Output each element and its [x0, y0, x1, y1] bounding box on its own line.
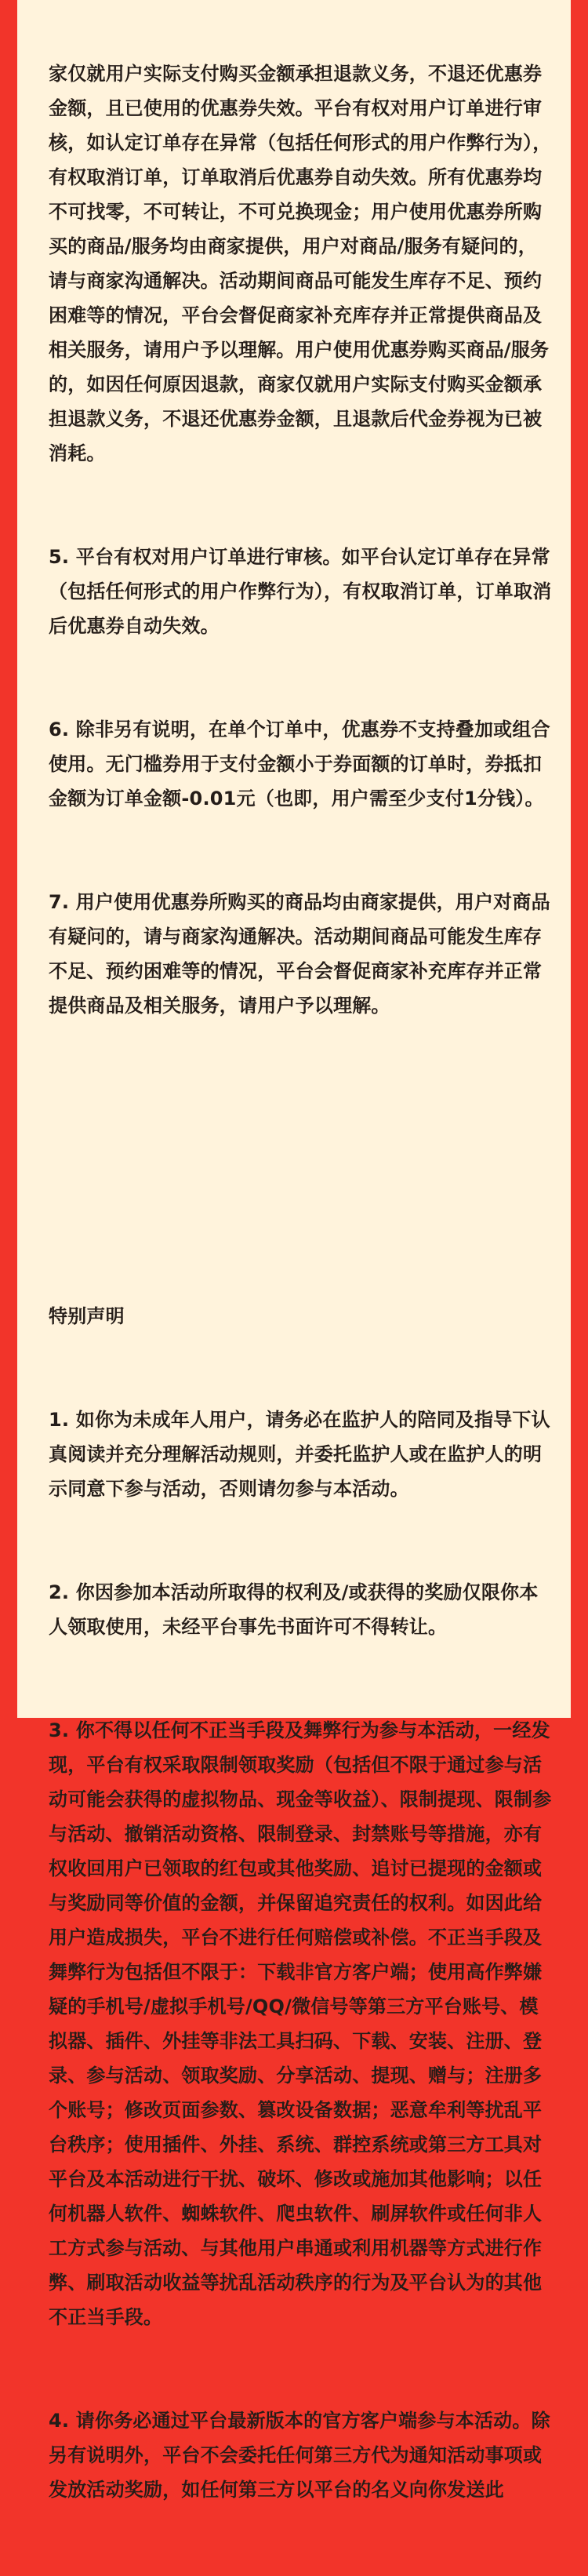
rules-text	[49, 0, 554, 2576]
special-item-4: 4. 请你务必通过平台最新版本的官方客户端参与本活动。除另有说明外，平台不会委托任何第三方代为通知活动事项或发放活动奖励，如任何第三方以平台的名义向你发送此	[49, 2410, 550, 2501]
rule-item-7: 7. 用户使用优惠券所购买的商品均由商家提供，用户对商品有疑问的，请与商家沟通解决。活动期间商品可能发生库存不足、预约困难等的情况，平台会督促商家补充库存并正常提供商品及相关服务，请用户予以理解。	[49, 891, 550, 1017]
section-gap	[49, 1195, 554, 1230]
rules-card	[17, 0, 571, 2501]
special-item-1: 1. 如你为未成年人用户，请务必在监护人的陪同及指导下认真阅读并充分理解活动规则，并委托监护人或在监护人的明示同意下参与活动，否则请勿参与本活动。	[49, 1409, 550, 1500]
special-item-3: 3. 你不得以任何不正当手段及舞弊行为参与本活动，一经发现，平台有权采取限制领取奖励（包括但不限于通过参与活动可能会获得的虚拟物品、现金等收益）、限制提现、限制参与活动、撤销活动资格、限制登录、封禁账号等措施，亦有权收回用户已领取的红包或其他奖励、追讨已提现的金额或与奖励同等价值的金额，并保留追究责任的权利。如因此给用户造成损失，平台不进行任何赔偿或补偿。不正当手段及舞弊行为包括但不限于：下载非官方客户端；使用高作弊嫌疑的手机号/虚拟手机号/QQ/微信号等第三方平台账号、模拟器、插件、外挂等非法工具扫码、下载、安装、注册、登录、参与活动、领取奖励、分享活动、提现、赠与；注册多个账号；修改页面参数、篡改设备数据；恶意牟利等扰乱平台秩序；使用插件、外挂、系统、群控系统或第三方工具对平台及本活动进行干扰、破坏、修改或施加其他影响；以任何机器人软件、蜘蛛软件、爬虫软件、刷屏软件或任何非人工方式参与活动、与其他用户串通或利用机器等方式进行作弊、刷取活动收益等扰乱活动秩序的行为及平台认为的其他不正当手段。	[49, 1719, 552, 2328]
special-item-2: 2. 你因参加本活动所取得的权利及/或获得的奖励仅限你本人领取使用，未经平台事先书面许可不得转让。	[49, 1581, 539, 1638]
section-gap	[49, 1092, 554, 1126]
rule-continuation: 家仅就用户实际支付购买金额承担退款义务，不退还优惠券金额，且已使用的优惠券失效。平台有权对用户订单进行审核，如认定订单存在异常（包括任何形式的用户作弊行为），有权取消订单，订单取消后优惠券自动失效。所有优惠券均不可找零，不可转让，不可兑换现金；用户使用优惠券所购买的商品/服务均由商家提供，用户对商品/服务有疑问的，请与商家沟通解决。活动期间商品可能发生库存不足、预约困难等的情况，平台会督促商家补充库存并正常提供商品及相关服务，请用户予以理解。用户使用优惠券购买商品/服务的，如因任何原因退款，商家仅就用户实际支付购买金额承担退款义务，不退还优惠券金额，且退款后代金券视为已被消耗。	[49, 63, 552, 464]
rule-item-6: 6. 除非另有说明，在单个订单中，优惠券不支持叠加或组合使用。无门槛券用于支付金额小于券面额的订单时，券抵扣金额为订单金额-0.01元（也即，用户需至少支付1分钱）。	[49, 719, 550, 810]
special-statement-heading: 特别声明	[49, 1305, 125, 1327]
rule-item-5: 5. 平台有权对用户订单进行审核。如平台认定订单存在异常（包括任何形式的用户作弊行为），有权取消订单，订单取消后优惠券自动失效。	[49, 546, 552, 637]
